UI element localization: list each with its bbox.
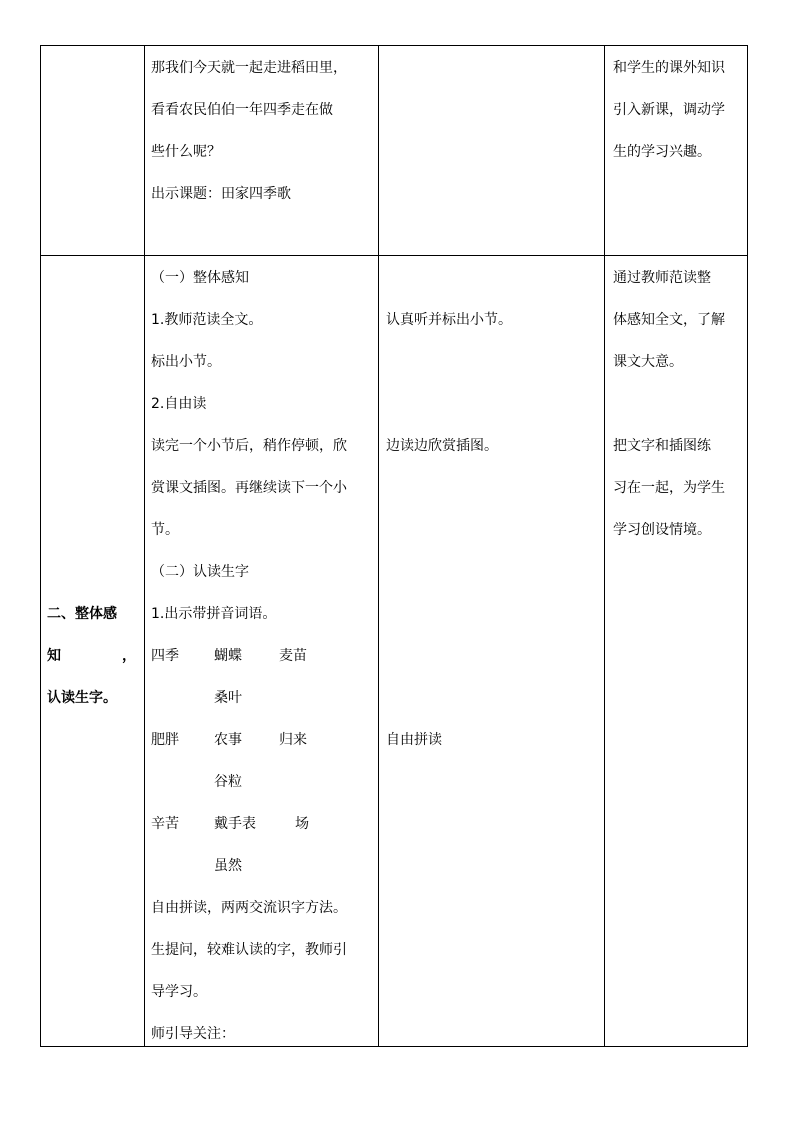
section-heading-comma: ，: [122, 648, 136, 664]
table-top-border: [40, 45, 748, 46]
row1-intent-line-3: 生的学习兴趣。: [613, 144, 711, 160]
column-divider-3: [604, 45, 605, 1047]
student-activity-3: 自由拼读: [386, 732, 442, 748]
reading-instruction-line-1: 读完一个小节后，稍作停顿，欣: [151, 438, 347, 454]
reading-instruction-line-3: 节。: [151, 522, 179, 538]
vocab-word: 麦苗: [279, 648, 307, 664]
part2-heading: （二）认读生字: [151, 564, 249, 580]
vocab-word: 场: [295, 816, 309, 832]
row1-teacher-line-2: 看看农民伯伯一年四季走在做: [151, 102, 333, 118]
section-heading-line-1: 二、整体感: [47, 606, 117, 622]
design-intent-line: 把文字和插图练: [613, 438, 711, 454]
design-intent-line: 通过教师范读整: [613, 270, 711, 286]
step-teacher-guides: 师引导关注：: [151, 1026, 235, 1042]
design-intent-line: 学习创设情境。: [613, 522, 711, 538]
column-divider-1: [144, 45, 145, 1047]
part1-heading: （一）整体感知: [151, 270, 249, 286]
step-questions-line-1: 生提问，较难认读的字，教师引: [151, 942, 347, 958]
vocab-word: 农事: [214, 732, 242, 748]
design-intent-line: 习在一起，为学生: [613, 480, 725, 496]
table-left-border: [40, 45, 41, 1047]
step-free-reading: 2.自由读: [151, 396, 207, 412]
design-intent-line: 体感知全文，了解: [613, 312, 725, 328]
column-divider-2: [378, 45, 379, 1047]
section-heading-line-2: 知: [47, 648, 61, 664]
student-activity-1: 认真听并标出小节。: [386, 312, 512, 328]
vocab-word: 归来: [279, 732, 307, 748]
step-show-words: 1.出示带拼音词语。: [151, 606, 277, 622]
reading-instruction-line-2: 赏课文插图。再继续读下一个小: [151, 480, 347, 496]
vocab-word: 辛苦: [151, 816, 179, 832]
row-divider: [40, 255, 748, 256]
vocab-word: 谷粒: [214, 774, 242, 790]
vocab-word: 肥胖: [151, 732, 179, 748]
vocab-word: 蝴蝶: [214, 648, 242, 664]
step-teacher-reads: 1.教师范读全文。: [151, 312, 263, 328]
step-mark-sections: 标出小节。: [151, 354, 221, 370]
vocab-word: 戴手表: [214, 816, 256, 832]
vocab-word: 桑叶: [214, 690, 242, 706]
table-right-border: [747, 45, 748, 1047]
row1-intent-line-1: 和学生的课外知识: [613, 60, 725, 76]
student-activity-2: 边读边欣赏插图。: [386, 438, 498, 454]
section-heading-line-3: 认读生字。: [47, 690, 117, 706]
design-intent-line: 课文大意。: [613, 354, 683, 370]
step-pinyin-exchange: 自由拼读，两两交流识字方法。: [151, 900, 347, 916]
table-bottom-border: [40, 1046, 748, 1047]
row1-teacher-line-4: 出示课题：田家四季歌: [151, 186, 291, 202]
step-questions-line-2: 导学习。: [151, 984, 207, 1000]
row1-teacher-line-3: 些什么呢？: [151, 144, 221, 160]
row1-teacher-line-1: 那我们今天就一起走进稻田里，: [151, 60, 347, 76]
vocab-word: 虽然: [214, 858, 242, 874]
row1-intent-line-2: 引入新课，调动学: [613, 102, 725, 118]
vocab-word: 四季: [151, 648, 179, 664]
